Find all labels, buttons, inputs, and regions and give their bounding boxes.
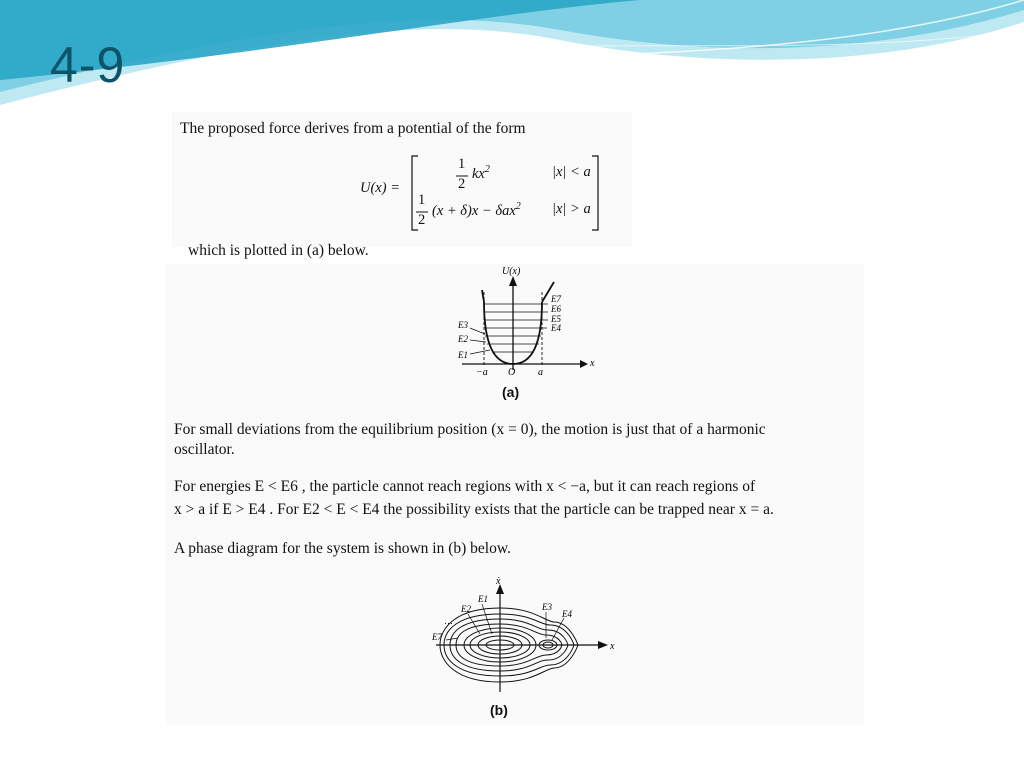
case2-expr-text: (x + δ)x − δax bbox=[432, 202, 516, 219]
figure-b-caption: (b) bbox=[490, 702, 508, 718]
case1-condition: |x| < a bbox=[552, 164, 591, 180]
paragraph-2-line-2: x > a if E > E4 . For E2 < E < E4 the possibility exists that the particle can be trapped near x = a. bbox=[174, 501, 774, 518]
phase-label-dots: ⋯ bbox=[444, 618, 453, 628]
level-e5: E5 bbox=[551, 314, 561, 324]
case1-expr-text: kx bbox=[472, 165, 485, 182]
axis-label-x: x bbox=[590, 358, 595, 369]
case2-expression bbox=[432, 201, 521, 220]
figure-a bbox=[452, 262, 612, 392]
phase-label-e7: E7 bbox=[432, 632, 442, 642]
phase-label-e4: E4 bbox=[562, 609, 572, 619]
case1-expression bbox=[472, 164, 490, 183]
paragraph-2-line-1: For energies E < E6 , the particle cannot reach regions with x < −a, but it can reach regions of bbox=[174, 478, 756, 495]
axis-label-x-b: x bbox=[610, 641, 615, 652]
potential-definition-panel bbox=[172, 112, 632, 247]
slide-title: 4-9 bbox=[50, 37, 126, 93]
paragraph-3: A phase diagram for the system is shown in (b) below. bbox=[174, 540, 511, 557]
paragraph-1-line-2: oscillator. bbox=[174, 441, 235, 458]
figure-a-caption: (a) bbox=[502, 384, 520, 400]
tick-pos-a: a bbox=[538, 367, 543, 378]
level-e4: E4 bbox=[551, 323, 561, 333]
header-wave-decoration bbox=[0, 0, 1024, 120]
case2-frac-den: 2 bbox=[418, 212, 426, 228]
case1-frac-den: 2 bbox=[458, 176, 466, 192]
case1-exponent: 2 bbox=[484, 164, 490, 175]
case2-exponent: 2 bbox=[515, 201, 521, 212]
axis-label-u: U(x) bbox=[502, 266, 521, 277]
phase-label-e1: E1 bbox=[478, 594, 488, 604]
phase-label-e3: E3 bbox=[542, 602, 552, 612]
level-e6: E6 bbox=[551, 304, 561, 314]
case2-frac-num: 1 bbox=[418, 192, 426, 208]
paragraph-1-line-1: For small deviations from the equilibrium position (x = 0), the motion is just that of a harmonic bbox=[174, 421, 766, 438]
intro-text: The proposed force derives from a potential of the form bbox=[180, 120, 526, 137]
tick-origin: O bbox=[508, 367, 516, 378]
case1-frac-num: 1 bbox=[458, 156, 466, 172]
plotted-text: which is plotted in (a) below. bbox=[188, 242, 369, 259]
axis-label-xdot: ẋ bbox=[496, 576, 501, 587]
level-e2: E2 bbox=[458, 334, 468, 344]
level-e3: E3 bbox=[458, 320, 468, 330]
phase-label-e2: E2 bbox=[461, 604, 471, 614]
level-e1: E1 bbox=[458, 350, 468, 360]
tick-neg-a: −a bbox=[476, 367, 488, 378]
potential-lhs: U(x) = bbox=[360, 180, 400, 196]
figure-b bbox=[428, 574, 618, 694]
case2-condition: |x| > a bbox=[552, 201, 591, 217]
level-e7: E7 bbox=[551, 294, 561, 304]
